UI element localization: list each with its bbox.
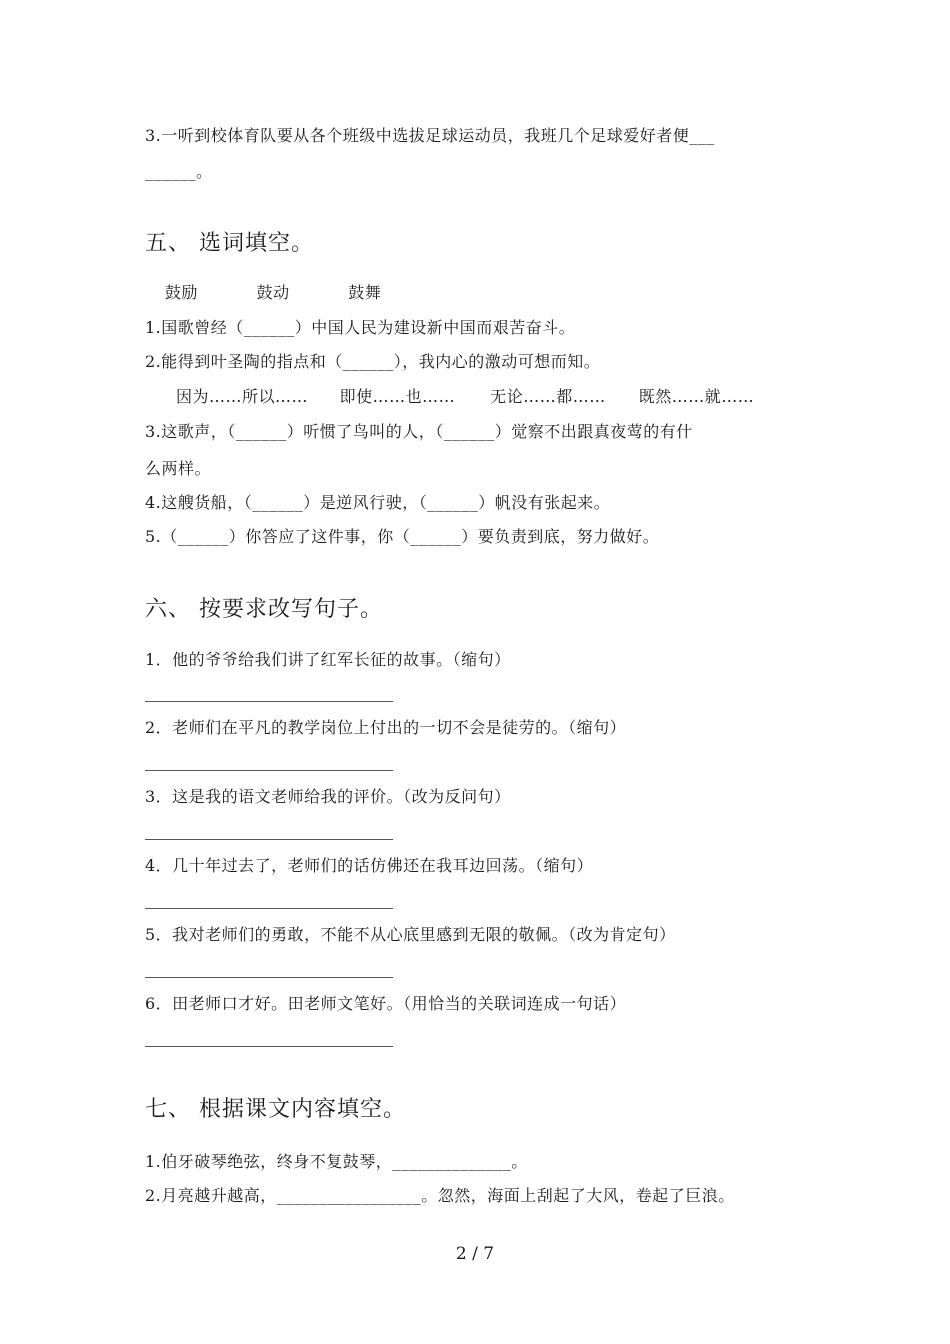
conjunction-option: 因为……所以…… [176, 387, 309, 406]
word-option: 鼓励 [165, 283, 199, 302]
conjunction-option: 即使……也…… [339, 387, 456, 406]
s6-item-2: 2．老师们在平凡的教学岗位上付出的一切不会是徒劳的。（缩句） [145, 718, 627, 737]
page-number: 2 / 7 [455, 1244, 495, 1264]
s7-item-2: 2.月亮越升越高，_________________。忽然，海面上刮起了大风，卷起了巨浪。 [145, 1186, 735, 1205]
word-bank-1 [165, 283, 381, 303]
answer-line-6[interactable] [145, 1046, 393, 1047]
q3-carryover-line1: 3.一听到校体育队要从各个班级中选拔足球运动员，我班几个足球爱好者便___ [145, 126, 715, 145]
answer-line-2[interactable] [145, 770, 393, 771]
conjunction-option: 无论……都…… [490, 387, 606, 406]
answer-line-4[interactable] [145, 908, 393, 909]
s6-item-5: 5．我对老师们的勇敢，不能不从心底里感到无限的敬佩。（改为肯定句） [145, 925, 676, 944]
s5-item-2: 2.能得到叶圣陶的指点和（______），我内心的激动可想而知。 [145, 352, 601, 371]
s6-item-4: 4．几十年过去了，老师们的话仿佛还在我耳边回荡。（缩句） [145, 856, 594, 875]
word-option: 鼓动 [256, 283, 290, 302]
answer-line-5[interactable] [145, 977, 393, 978]
word-option: 鼓舞 [348, 283, 382, 302]
s5-item-3-line1: 3.这歌声，（______）听惯了鸟叫的人，（______）觉察不出跟真夜莺的有什 [145, 422, 693, 441]
q3-carryover-line2: ______。 [145, 162, 213, 181]
s5-item-1: 1.国歌曾经（______）中国人民为建设新中国而艰苦奋斗。 [145, 318, 576, 337]
s6-item-1: 1．他的爷爷给我们讲了红军长征的故事。（缩句） [145, 650, 511, 669]
conjunction-option: 既然……就…… [638, 387, 755, 406]
section5-heading: 五、 选词填空。 [145, 231, 314, 256]
s5-item-3-line2: 么两样。 [145, 459, 212, 478]
s7-item-1: 1.伯牙破琴绝弦，终身不复鼓琴，______________。 [145, 1152, 528, 1171]
word-bank-2 [176, 387, 754, 407]
section7-heading: 七、 根据课文内容填空。 [145, 1097, 406, 1122]
answer-line-1[interactable] [145, 701, 393, 702]
s6-item-3: 3．这是我的语文老师给我的评价。（改为反问句） [145, 787, 511, 806]
s5-item-5: 5.（______）你答应了这件事，你（______）要负责到底，努力做好。 [145, 527, 660, 546]
answer-line-3[interactable] [145, 839, 393, 840]
section6-heading: 六、 按要求改写句子。 [145, 597, 383, 622]
s5-item-4: 4.这艘货船，（______）是逆风行驶，（______）帆没有张起来。 [145, 493, 611, 512]
s6-item-6: 6．田老师口才好。田老师文笔好。（用恰当的关联词连成一句话） [145, 994, 627, 1013]
